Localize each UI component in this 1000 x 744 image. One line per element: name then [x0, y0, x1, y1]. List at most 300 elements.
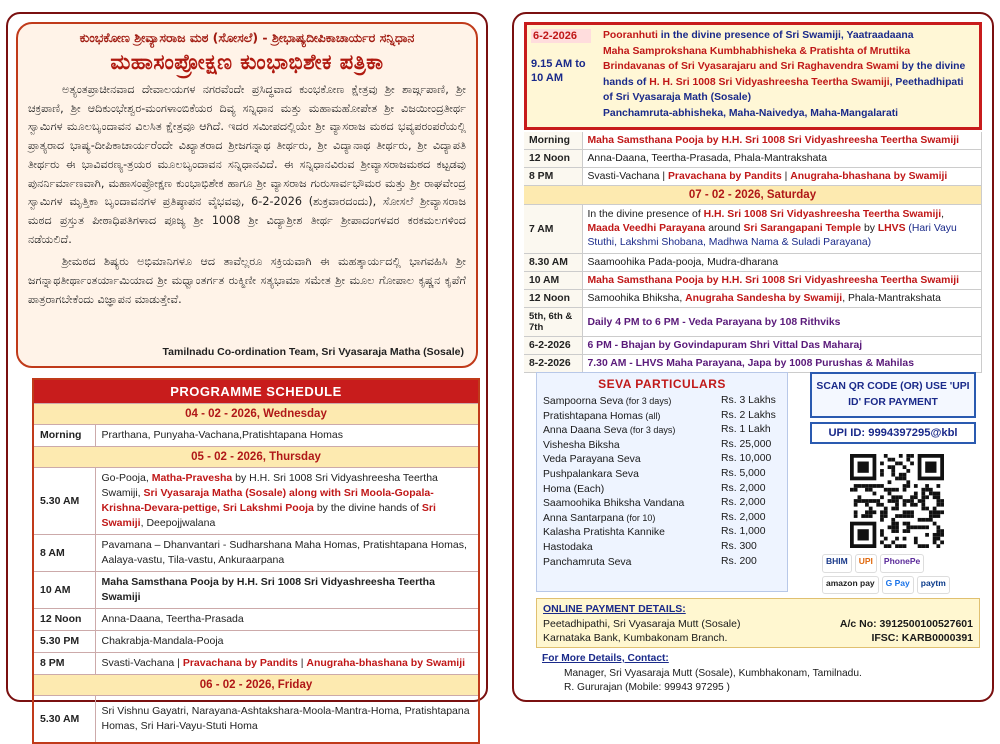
schedule-event: Anna-Daana, Teertha-Prasada, Phala-Mantrakshata — [582, 150, 982, 168]
qr-module — [899, 544, 903, 548]
seva-name-text: Hastodaka — [543, 541, 593, 553]
schedule-event: Maha Samsthana Pooja by H.H. Sri 1008 Sri Vidyashreesha Teertha Swamiji — [582, 272, 982, 290]
qr-module — [910, 462, 914, 466]
qr-module — [925, 507, 929, 511]
qr-module — [914, 537, 918, 541]
qr-module — [869, 507, 873, 511]
schedule-event — [582, 168, 982, 186]
online-payment-title: ONLINE PAYMENT DETAILS: — [543, 603, 686, 615]
qr-module — [910, 514, 914, 518]
invitation-paragraph-1: ಅತ್ಯಂತಪ್ರಾಚೀನವಾದ ದೇವಾಲಯಗಳ ನಗರವೆಂದೇ ಪ್ರಸಿದ್ಧವಾದ ಕುಂಭಕೋಣ ಕ್ಷೇತ್ರವು ಶ್ರೀ ಶಾರ್ಙ್ಗಪಾಣಿ, ಶ್ರೀ ಚಕ್ರಪಾಣಿ, ಶ್ರೀ ಆದಿಕುಂಭೇಶ್ವರ-ಮಂಗಳಾಂಬಿಕೆಯರ ದಿವ್ಯ ಸನ್ನಿಧಾನ ಮತ್ತು ಮಹಾಮಹೋಪೇತ ಶ್ರೀ ವಿಜಯೀಂದ್ರತೀರ್ಥ ಸ್ವಾಮಿಗಳ ಮೂಲಬೃಂದಾವನ ವಿಲಸಿತ ಕ್ಷೇತ್ರವೂ ಆಗಿದೆ. ಇದರ ಸಮೀಪದಲ್ಲಿಯೇ ಶ್ರೀ ವ್ಯಾಸರಾಜ ಮಠದ ಭವ್ಯಪರಂಪರೆಯಲ್ಲಿ ಪ್ರಾತ್ಯರಾದ ಭಾಷ್ಯ-ದೀಪಿಕಾಚಾರ್ಯರೆಂದೇ ವಿಖ್ಯಾತರಾದ ಶ್ರೀಜಗನ್ನಾಥ ತೀರ್ಥರು, ಶ್ರೀ ವಿದ್ಯಾನಾಥ ತೀರ್ಥರು, ಶ್ರೀ ವಿದ್ಯಾಪತಿ ತೀರ್ಥರು ಈ ಭಾವಿವರಣ್ಯ-ತ್ರಯರ ಮೂಲಬೃಂದಾವನ ಸನ್ನಿಧಾನವಿದೆ. ಈ ಸನ್ನಿಧಾನವಿರುವ ಶ್ರೀವ್ಯಾಸರಾಜಮಠದ ಕಟ್ಟಡವು ಪುನರ್ನಿರ್ಮಾಣವಾಗಿ, ಮಹಾಸಂಪ್ರೋಕ್ಷಣ ಕುಂಭಾಭಿಶೇಕ ಹಾಗೂ ಶ್ರೀ ವ್ಯಾಸರಾಜ ಗುರುಸಾರ್ವಭೌಮರ ಮತ್ತು ಶ್ರೀ ರಾಘವೇಂದ್ರ ಸ್ವಾಮಿಗಳ ಮೃತ್ತಿಕಾ ಬೃಂದಾವನಗಳ ಪ್ರತಿಷ್ಠಾಪನ ವೈಭವವು, 6-2-2026 (ಶುಕ್ರವಾರದಂದು), ಸೋಸಲೆ ಶ್ರೀವ್ಯಾಸರಾಜ ಮಠದ ಪ್ರಸ್ತುತ ಪೀಠಾಧಿಪತಿಗಳಾದ ಪೂಜ್ಯ ಶ್ರೀ 1008 ಶ್ರೀ ವಿದ್ಯಾಶ್ರೀಶ ತೀರ್ಥ ಶ್ರೀಪಾದಂಗಳವರ ಕರಕಮಲಗಳಿಂದ ನಡೆಯಲಿದೆ. — [28, 83, 466, 246]
payment-app-icon: BHIM — [822, 554, 852, 573]
seva-name-text: Pratishtapana Homas — [543, 410, 643, 422]
qr-module — [888, 492, 892, 496]
qr-module — [925, 484, 929, 488]
seva-item — [543, 438, 781, 453]
qr-module — [895, 477, 899, 481]
seva-name — [543, 394, 671, 409]
invitation-title: ಮಹಾಸಂಪ್ರೋಕ್ಷಣ ಕುಂಭಾಭಿಶೇಕ ಪತ್ರಿಕಾ — [110, 50, 384, 74]
schedule-time: 12 Noon — [33, 608, 95, 630]
qr-module — [940, 510, 944, 514]
qr-module — [906, 469, 910, 473]
qr-module — [884, 488, 888, 492]
bank-name: Karnataka Bank, Kumbakonam Branch. — [543, 632, 728, 644]
seva-amount: Rs. 2 Lakhs — [721, 409, 776, 421]
table-row — [33, 534, 479, 571]
ifsc-code: IFSC: KARB0000391 — [871, 632, 973, 644]
schedule-event: Prarthana, Punyaha-Vachana,Pratishtapana Homas — [95, 424, 479, 446]
seva-name-text: Sampoorna Seva — [543, 396, 624, 407]
seva-amount: Rs. 1,000 — [721, 526, 766, 538]
schedule-event — [95, 467, 479, 534]
left-page — [6, 12, 488, 732]
qr-module — [914, 492, 918, 496]
payee-name: Peetadhipathi, Sri Vyasaraja Mutt (Sosale) — [543, 617, 741, 630]
seva-name-text: Anna Santarpana — [543, 512, 624, 524]
table-row — [524, 132, 982, 150]
qr-module — [929, 514, 933, 518]
qr-module — [884, 544, 888, 548]
qr-module — [891, 540, 895, 544]
upi-id: UPI ID: 9994397295@kbl — [810, 422, 976, 444]
qr-module — [891, 518, 895, 522]
seva-note: (all) — [642, 410, 661, 421]
schedule-time: 12 Noon — [524, 150, 582, 168]
qr-module — [903, 465, 907, 469]
qr-module — [895, 462, 899, 466]
seva-amount: Rs. 25,000 — [721, 438, 772, 450]
qr-module — [884, 510, 888, 514]
qr-module — [888, 525, 892, 529]
seva-name — [543, 511, 655, 526]
seva-name-text: Kalasha Pratishta Kannike — [543, 527, 665, 539]
qr-module — [891, 469, 895, 473]
event-highlight: H.H. Sri 1008 Sri Vidyashreesha Teertha Swamiji — [703, 209, 942, 220]
seva-name — [543, 467, 639, 482]
qr-module — [933, 510, 937, 514]
seva-amount: Rs. 3 Lakhs — [721, 395, 776, 406]
qr-module — [850, 488, 854, 492]
qr-module — [921, 503, 925, 507]
qr-module — [903, 514, 907, 518]
qr-module — [918, 518, 922, 522]
qr-module — [921, 507, 925, 511]
qr-module — [854, 484, 858, 488]
qr-module — [880, 514, 884, 518]
seva-name — [543, 452, 641, 467]
table-row — [33, 652, 479, 674]
qr-module — [891, 529, 895, 533]
qr-module — [884, 514, 888, 518]
event-text: Svasti-Vachana | — [101, 656, 183, 669]
seva-name — [543, 555, 631, 570]
seva-item — [543, 555, 781, 570]
schedule-event — [95, 652, 479, 674]
schedule-time: 8 PM — [33, 652, 95, 674]
schedule-time: 5.30 PM — [33, 630, 95, 652]
qr-module — [854, 488, 858, 492]
schedule-heading: PROGRAMME SCHEDULE — [33, 379, 479, 403]
seva-note: (for 10) — [623, 512, 656, 523]
seva-amount: Rs. 10,000 — [721, 453, 772, 465]
qr-module — [929, 518, 933, 522]
highlight-line-1: in the divine presence of Sri Swamiji, Yaatraadaana — [657, 30, 914, 41]
schedule-date: 07 - 02 - 2026, Saturday — [524, 186, 982, 205]
qr-module — [903, 473, 907, 477]
qr-module — [906, 454, 910, 458]
seva-item — [543, 423, 781, 438]
payment-app-icon: PhonePe — [880, 554, 924, 573]
schedule-time: 6-2-2026 — [524, 337, 582, 355]
qr-module — [925, 533, 929, 537]
table-row — [33, 608, 479, 630]
contact-line: Manager, Sri Vyasaraja Mutt (Sosale), Kumbhakonam, Tamilnadu. — [564, 667, 862, 679]
qr-module — [876, 503, 880, 507]
qr-module — [899, 462, 903, 466]
qr-module — [936, 533, 940, 537]
seva-name-text: Pushpalankara Seva — [543, 468, 639, 480]
payment-row — [543, 631, 973, 646]
event-text: by H.H. Sri 1008 Sri Vidyashreesha Teertha Swamiji, — [101, 471, 438, 499]
seva-item — [543, 496, 781, 511]
qr-module — [940, 540, 944, 544]
qr-module — [903, 522, 907, 526]
schedule-time: 12 Noon — [524, 290, 582, 308]
qr-module — [873, 510, 877, 514]
qr-module — [891, 465, 895, 469]
highlight-line-2: Maha Samprokshana Kumbhabhisheka & Pratishta of Mruttika Brindavanas of Sri Vyasarajaru and Sri Raghavendra Swami — [603, 45, 911, 73]
qr-module — [933, 537, 937, 541]
qr-module — [903, 477, 907, 481]
table-row — [524, 308, 982, 337]
qr-module — [891, 488, 895, 492]
qr-module — [891, 522, 895, 526]
event-highlight: LHVS — [877, 223, 906, 234]
qr-module — [895, 488, 899, 492]
qr-module — [858, 495, 862, 499]
qr-module — [858, 529, 869, 540]
scan-instructions: SCAN QR CODE (OR) USE 'UPI ID' FOR PAYMENT — [810, 372, 976, 418]
qr-module — [895, 503, 899, 507]
qr-module — [884, 454, 888, 458]
event-text: | — [781, 171, 791, 182]
event-highlight: Pravachana by Pandits — [182, 656, 298, 669]
qr-module — [903, 488, 907, 492]
qr-module — [936, 537, 940, 541]
qr-module — [891, 499, 895, 503]
seva-name — [543, 540, 593, 555]
qr-module — [880, 462, 884, 466]
qr-module — [918, 499, 922, 503]
seva-name — [543, 409, 660, 424]
schedule-time: Morning — [33, 424, 95, 446]
contact-section — [542, 652, 982, 696]
schedule-time: 8 AM — [33, 534, 95, 571]
table-row — [524, 355, 982, 373]
highlight-line-2c: H. H. Sri 1008 Sri Vidyashreesha Teertha Swamiji — [649, 76, 890, 88]
event-text: | — [297, 656, 307, 669]
qr-module — [888, 544, 892, 548]
qr-module — [854, 499, 858, 503]
qr-module — [873, 492, 877, 496]
qr-module — [880, 540, 884, 544]
seva-item — [543, 540, 781, 555]
payment-row — [543, 617, 973, 632]
qr-module — [929, 510, 933, 514]
qr-module — [876, 484, 880, 488]
schedule-time: 7 AM — [524, 205, 582, 254]
qr-module — [936, 499, 940, 503]
seva-name-text: Saamoohika Bhiksha Vandana — [543, 498, 685, 510]
qr-module — [865, 484, 869, 488]
qr-module — [933, 492, 937, 496]
qr-module — [869, 484, 873, 488]
qr-module — [861, 514, 865, 518]
schedule-event: Saamoohika Pada-pooja, Mudra-dharana — [582, 254, 982, 272]
qr-module — [869, 499, 873, 503]
qr-module — [861, 499, 865, 503]
table-row — [33, 467, 479, 534]
seva-name-text: Vishesha Biksha — [543, 439, 620, 451]
qr-module — [861, 484, 865, 488]
qr-module — [936, 495, 940, 499]
qr-module — [933, 522, 937, 526]
table-row — [33, 630, 479, 652]
schedule-event: Maha Samsthana Pooja by H.H. Sri 1008 Sri Vidyashreesha Teertha Swamiji — [95, 571, 479, 608]
qr-module — [929, 488, 933, 492]
event-highlight: Sri Swamiji — [101, 501, 436, 529]
invitation-paragraph-2: ಶ್ರೀಮಠದ ಶಿಷ್ಯರು ಅಭಿಮಾನಿಗಳೂ ಆದ ತಾವೆಲ್ಲರೂ ಸಕ್ರಿಯವಾಗಿ ಈ ಮಹತ್ಕಾರ್ಯದಲ್ಲಿ ಭಾಗವಹಿಸಿ ಶ್ರೀ ಜಗನ್ನಾಥತೀರ್ಥಾಂತರ್ಯಾಮಿಯಾದ ಶ್ರೀ ಮಧ್ವಾಂತರ್ಗತ ರುಕ್ಮಿಣೀ ಸತ್ಯಭಾಮಾ ಸಮೇತ ಶ್ರೀ ಮೂಲ ಗೋಪಾಲ ಕೃಷ್ಣನ ಕೃಪೆಗೆ ಪಾತ್ರರಾಗಬೇಕೆಂದು ವಿಜ್ಞಾಪನ ಮಾಡುತ್ತೇವೆ. — [28, 255, 466, 306]
payment-app-icon: paytm — [917, 576, 950, 595]
qr-module — [933, 514, 937, 518]
qr-module — [895, 537, 899, 541]
table-row — [524, 272, 982, 290]
qr-module — [925, 495, 929, 499]
qr-module — [918, 544, 922, 548]
qr-module — [888, 499, 892, 503]
qr-module — [880, 473, 884, 477]
qr-module — [854, 514, 858, 518]
highlight-pooranhuti: Pooranhuti — [603, 30, 658, 41]
invitation-box — [16, 22, 478, 368]
qr-module — [933, 507, 937, 511]
qr-module — [921, 488, 925, 492]
qr-module — [906, 480, 910, 484]
schedule-event: Chakrabja-Mandala-Pooja — [95, 630, 479, 652]
qr-module — [880, 510, 884, 514]
qr-module — [921, 492, 925, 496]
seva-list — [543, 394, 781, 569]
event-highlight: Maada Veedhi Parayana — [587, 223, 706, 234]
qr-module — [933, 495, 937, 499]
table-row — [524, 290, 982, 308]
schedule-event: Anna-Daana, Teertha-Prasada — [95, 608, 479, 630]
schedule-event: Daily 4 PM to 6 PM - Veda Parayana by 108 Rithviks — [582, 308, 982, 337]
seva-item — [543, 511, 781, 526]
qr-module — [921, 499, 925, 503]
payment-app-icons — [822, 554, 968, 594]
invitation-body — [28, 81, 466, 309]
seva-name — [543, 438, 620, 453]
qr-module — [880, 503, 884, 507]
highlight-time: 9.15 AM to 10 AM — [531, 58, 586, 84]
seva-name — [543, 496, 684, 511]
event-text: by — [861, 223, 878, 234]
continued-schedule-table — [524, 132, 982, 373]
table-row — [524, 150, 982, 168]
event-text: In the divine presence of — [587, 209, 704, 220]
schedule-time: 8-2-2026 — [524, 355, 582, 373]
online-payment-box — [536, 598, 980, 648]
seva-amount: Rs. 2,000 — [721, 482, 766, 494]
table-row — [524, 168, 982, 186]
seva-title: SEVA PARTICULARS — [598, 377, 726, 391]
qr-module — [869, 510, 873, 514]
qr-module — [936, 529, 940, 533]
qr-module — [921, 544, 925, 548]
highlight-date: 6-2-2026 — [531, 29, 591, 43]
schedule-event: Sri Vishnu Gayatri, Narayana-Ashtakshara-Moola-Mantra-Homa, Pratishtapana Homas, Sri Hari-Vayu-Stuti Homa — [95, 695, 479, 743]
payment-app-icon: UPI — [855, 554, 877, 573]
table-row — [524, 337, 982, 355]
payment-app-icon: G Pay — [882, 576, 914, 595]
right-page — [512, 12, 994, 702]
schedule-event — [582, 290, 982, 308]
qr-module — [914, 540, 918, 544]
qr-module — [895, 507, 899, 511]
qr-module — [906, 522, 910, 526]
event-highlight: Anugraha-bhashana by Swamiji — [790, 171, 948, 182]
qr-module — [858, 499, 862, 503]
highlight-line-2d: , Peethadhipati of Sri Vyasaraja Math (Sosale) — [603, 76, 964, 104]
qr-module — [888, 488, 892, 492]
qr-module — [914, 495, 918, 499]
qr-module — [918, 525, 922, 529]
qr-module — [895, 495, 899, 499]
event-highlight: Matha-Pravesha — [151, 471, 233, 484]
qr-module — [925, 488, 929, 492]
schedule-time: Morning — [524, 132, 582, 150]
contact-title: For More Details, Contact: — [542, 653, 669, 664]
qr-module — [884, 507, 888, 511]
table-row — [33, 695, 479, 743]
qr-module — [869, 514, 873, 518]
qr-module — [933, 540, 937, 544]
highlight-line-3: Panchamruta-abhisheka, Maha-Naivedya, Maha-Mangalarati — [603, 107, 899, 119]
highlight-event-box — [524, 22, 982, 130]
schedule-date: 06 - 02 - 2026, Friday — [33, 674, 479, 695]
qr-module — [903, 537, 907, 541]
table-row — [524, 205, 982, 254]
qr-module — [891, 458, 895, 462]
qr-module — [858, 484, 862, 488]
qr-module — [891, 473, 895, 477]
table-row — [33, 571, 479, 608]
qr-module — [873, 499, 877, 503]
invitation-signature: Tamilnadu Co-ordination Team, Sri Vyasaraja Matha (Sosale) — [162, 346, 464, 358]
event-highlight: Sri Vyasaraja Matha (Sosale) along with Sri Moola-Gopala-Krishna-Devara-pettige, Sri Lakshmi Pooja — [101, 486, 434, 514]
seva-amount: Rs. 300 — [721, 540, 757, 552]
seva-name — [543, 482, 604, 497]
qr-module — [888, 465, 892, 469]
qr-module — [921, 518, 925, 522]
qr-module — [895, 499, 899, 503]
seva-name — [543, 525, 665, 540]
qr-module — [910, 495, 914, 499]
qr-module — [906, 529, 910, 533]
qr-module — [936, 503, 940, 507]
seva-item — [543, 409, 781, 424]
qr-module — [936, 484, 940, 488]
seva-amount: Rs. 5,000 — [721, 467, 766, 479]
qr-module — [903, 529, 907, 533]
event-highlight: Sri Sarangapani Temple — [743, 223, 862, 234]
seva-amount: Rs. 1 Lakh — [721, 424, 771, 436]
seva-item — [543, 452, 781, 467]
qr-module — [925, 518, 929, 522]
seva-item — [543, 394, 781, 409]
qr-module — [940, 499, 944, 503]
qr-module — [910, 454, 914, 458]
qr-module — [925, 544, 929, 548]
qr-module — [906, 484, 910, 488]
seva-item — [543, 525, 781, 540]
event-text: Samoohika Bhiksha — [587, 293, 680, 304]
qr-module — [921, 495, 925, 499]
qr-module — [906, 458, 910, 462]
qr-module — [906, 510, 910, 514]
qr-module — [865, 510, 869, 514]
qr-module — [880, 495, 884, 499]
event-text: , — [679, 293, 686, 304]
event-highlight: Pravachana by Pandits — [667, 171, 782, 182]
seva-note: (for 3 days) — [623, 396, 672, 406]
schedule-time: 5.30 AM — [33, 695, 95, 743]
qr-module — [899, 477, 903, 481]
seva-item — [543, 467, 781, 482]
qr-module — [936, 510, 940, 514]
seva-item — [543, 482, 781, 497]
qr-module — [880, 529, 884, 533]
schedule-date: 04 - 02 - 2026, Wednesday — [33, 403, 479, 424]
highlight-line-2b: by the divine hands of — [603, 61, 966, 88]
qr-module — [906, 525, 910, 529]
qr-module — [865, 488, 869, 492]
qr-module — [940, 529, 944, 533]
qr-module — [869, 488, 873, 492]
highlight-text — [603, 28, 973, 122]
event-text: , — [941, 209, 945, 220]
qr-module — [929, 492, 933, 496]
programme-schedule-table — [32, 378, 480, 744]
account-number: A/c No: 3912500100527601 — [839, 617, 973, 630]
qr-module — [903, 544, 907, 548]
qr-module — [865, 503, 869, 507]
qr-module — [921, 525, 925, 529]
qr-code[interactable] — [850, 454, 944, 548]
event-text: Svasti-Vachana | — [587, 171, 668, 182]
event-text: , Deepojjwalana — [140, 516, 216, 529]
qr-module — [888, 458, 892, 462]
schedule-event — [582, 205, 982, 254]
qr-module — [876, 499, 880, 503]
qr-module — [903, 499, 907, 503]
seva-amount: Rs. 2,000 — [721, 497, 766, 509]
qr-module — [906, 514, 910, 518]
schedule-time: 10 AM — [33, 571, 95, 608]
event-highlight: Anugraha-bhashana by Swamiji — [306, 656, 466, 669]
qr-module — [910, 525, 914, 529]
